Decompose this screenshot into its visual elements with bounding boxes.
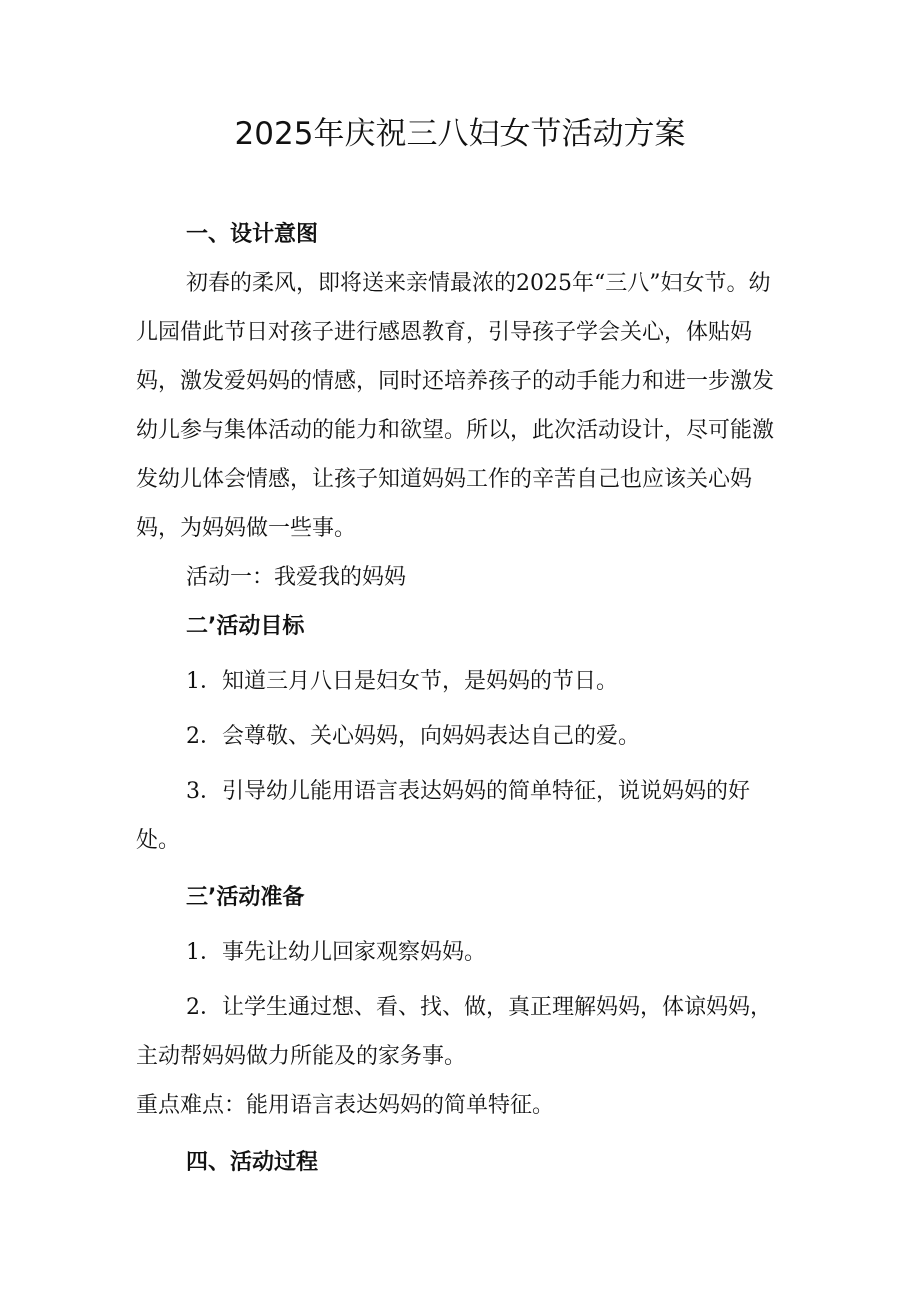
intro-paragraph: 初春的柔风，即将送来亲情最浓的2025年“三八”妇女节。幼儿园借此节日对孩子进行感恩教育，引导孩子学会关心，体贴妈妈，激发爱妈妈的情感，同时还培养孩子的动手能力和进一步激发幼儿参与集体活动的能力和欲望。所以，此次活动设计，尽可能激发幼儿体会情感，让孩子知道妈妈工作的辛苦自己也应该关心妈妈，为妈妈做一些事。	[136, 271, 775, 541]
document-body	[136, 210, 791, 1187]
goal-item-2: 2．会尊敬、关心妈妈，向妈妈表达自己的爱。	[186, 724, 640, 749]
preparation-item-2: 2．让学生通过想、看、找、做，真正理解妈妈，体谅妈妈，主动帮妈妈做力所能及的家务事。	[136, 995, 772, 1069]
section-heading-process: 四、活动过程	[186, 1150, 319, 1175]
key-difficulty: 重点难点：能用语言表达妈妈的简单特征。	[136, 1093, 555, 1118]
goal-item-1: 1．知道三月八日是妇女节，是妈妈的节日。	[186, 669, 618, 694]
section-heading-preparation: 三’活动准备	[186, 885, 305, 910]
section-heading-design-intent: 一、设计意图	[186, 222, 319, 247]
preparation-item-1: 1．事先让幼儿回家观察妈妈。	[186, 940, 486, 965]
section-heading-goals: 二’活动目标	[186, 614, 305, 639]
goal-item-3: 3．引导幼儿能用语言表达妈妈的简单特征，说说妈妈的好处。	[136, 779, 750, 853]
activity-one-label: 活动一：我爱我的妈妈	[186, 565, 407, 590]
document-title: 2025年庆祝三八妇女节活动方案	[234, 116, 686, 152]
